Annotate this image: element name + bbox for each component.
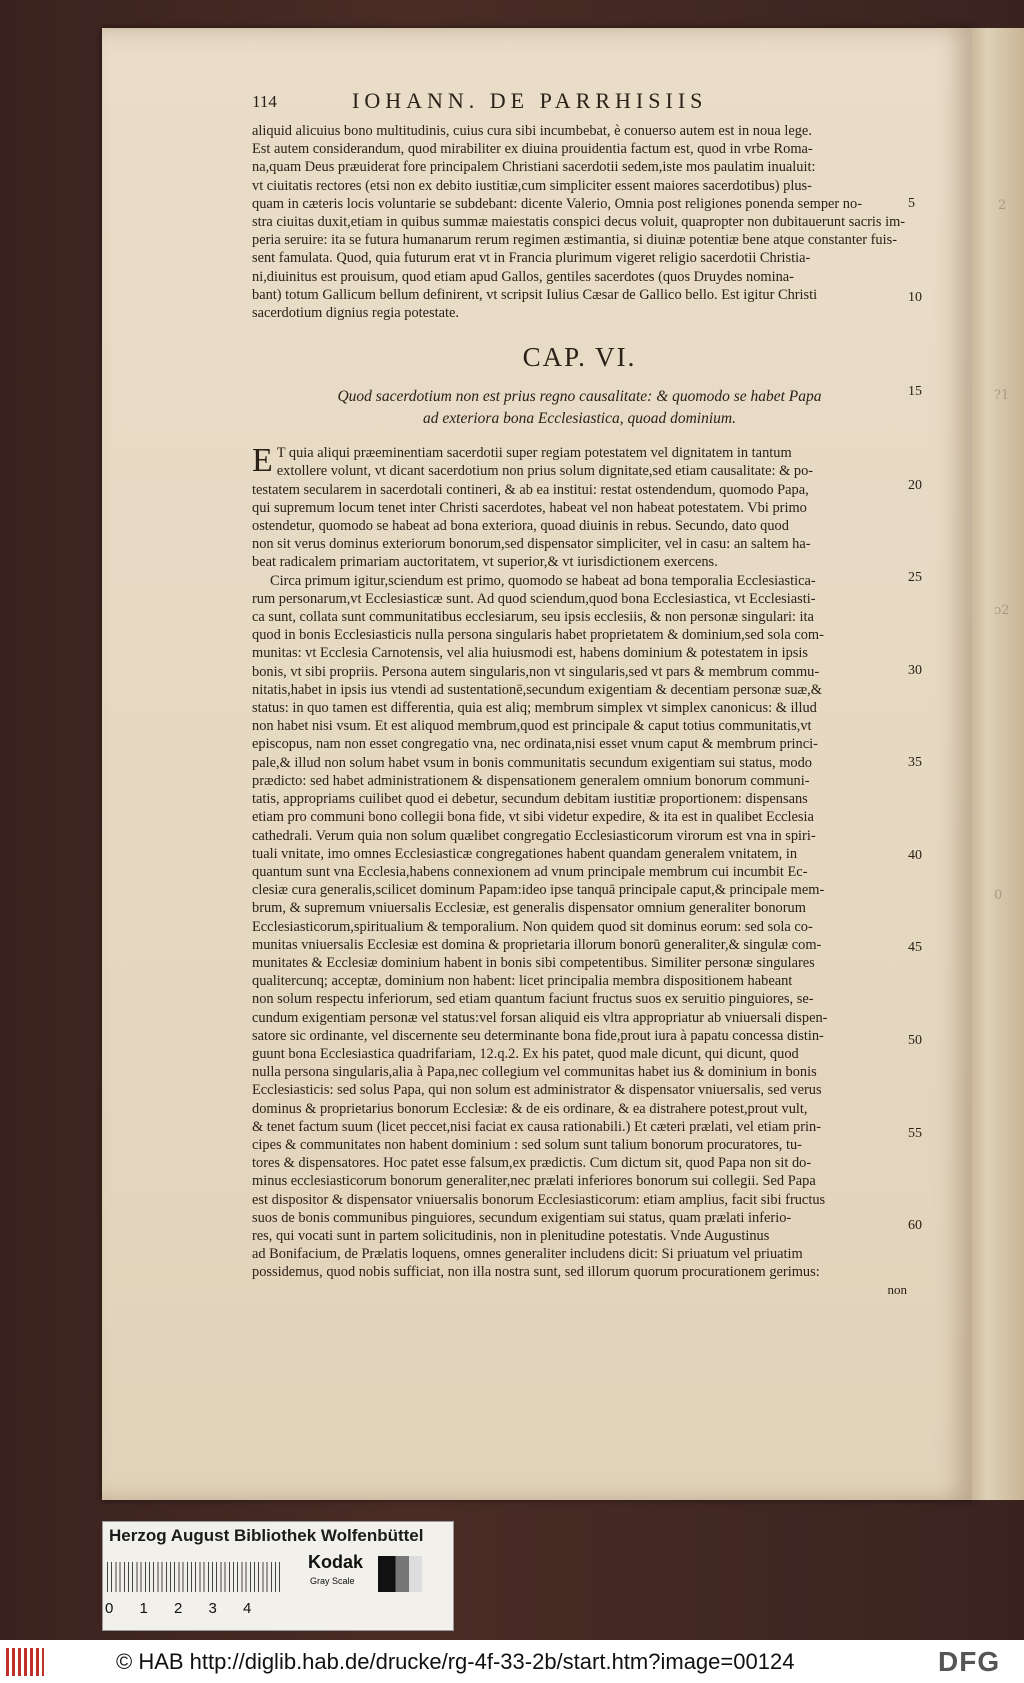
body-line: status: in quo tamen est differentia, quia est aliq; membrum simplex vt simplex canonicus: & illud <box>252 700 817 717</box>
top-paragraph <box>252 122 907 322</box>
text-line: bant) totum Gallicum bellum definirent, vt scripsit Iulius Cæsar de Gallico bello. Est igitur Christi <box>252 286 818 303</box>
library-color-card <box>102 1521 454 1631</box>
line-number: 25 <box>908 570 922 585</box>
body-line: non habet nisi vsum. Et est aliquod membrum,quod est principale & caput totius communitatis,vt <box>252 718 812 735</box>
line-number: 60 <box>908 1218 922 1233</box>
line-number: 5 <box>908 196 915 211</box>
body-line: tuali vnitate, imo omnes Ecclesiasticæ congregationes habent quandam generalem vnitatem, in <box>252 845 798 862</box>
body-line: cundum exigentiam personæ vel status:vel forsan aliquid eis vltra appropriatur ab vniuersali dispen- <box>252 1009 828 1026</box>
running-head-title: IOHANN. DE PARRHISIIS <box>352 88 708 113</box>
body-line: satore sic ordinante, vel discernente seu determinante bona fide,prout iura à papatu concessa distin- <box>252 1027 824 1044</box>
edge-mark: 2 <box>998 198 1007 213</box>
text-line: sent famulata. Quod, quia futurum erat vt in Francia plurimum vigeret religio sacerdotii Christia- <box>252 250 811 267</box>
body-line: munitas vniuersalis Ecclesiæ est domina & proprietaria illorum bonorū generaliter,& singulæ com- <box>252 936 822 953</box>
line-number: 30 <box>908 663 922 678</box>
edge-mark: ɔ2 <box>994 603 1010 618</box>
initial-letter: E <box>252 442 273 480</box>
text-line: peria seruire: ita se futura humanarum rerum regimen æstimantia, si diuinæ potentiæ bene atque constanter fuis- <box>252 232 897 249</box>
body-line: etiam pro communi bono collegii bona fide, vt sibi videtur expedire, & ita est in qualibet Ecclesia <box>252 809 814 826</box>
body-line: nitatis,habet in ipsis ius vtendi ad sustentationē,secundum exigentiam & decentiam personæ suæ,& <box>252 681 822 698</box>
body-line: non sit verus dominus exteriorum bonorum,sed dispensator simpliciter, vel in casu: an saltem ha- <box>252 536 811 553</box>
kodak-label: Kodak <box>308 1552 364 1572</box>
body-line: qualitercunq; acceptæ, dominium non habent: licet principalia membra dispositionem habeant <box>252 973 793 990</box>
body-line: tores & dispensatores. Hoc patet esse falsum,ex prædictis. Cum dictum sit, quod Papa non sit do- <box>252 1155 812 1172</box>
facing-page-edge <box>972 28 1024 1500</box>
body-line: T quia aliqui præeminentiam sacerdotii super regiam potestatem vel dignitatem in tantum <box>276 445 792 462</box>
body-line: bonis, vt sibi propriis. Persona autem singularis,non vt singularis,sed vt pars & membrum commu- <box>252 663 820 680</box>
line-number: 55 <box>908 1126 922 1141</box>
text-line: na,quam Deus præuiderat fore principalem Christiani sacerdotii sedem,iste mos paulatim inualuit: <box>252 159 816 176</box>
body-line: qui supremum locum tenet inter Christi sacerdotes, habeat vel non habeat potestatem. Vbi primo <box>252 499 807 516</box>
line-number: 15 <box>908 384 922 399</box>
body-line: clesiæ cura generalis,scilicet dominum Papam:ideo ipse tanquā principale caput,& principale mem- <box>252 882 825 899</box>
text-line: ni,diuinitus est prouisum, quod etiam apud Gallos, gentiles sacerdotes (quos Druydes nomina- <box>252 268 794 285</box>
body-paragraph <box>252 444 907 1281</box>
body-line: munitates & Ecclesiæ dominium habent in bonis sibi competentibus. Similiter personæ singulares <box>252 954 815 971</box>
body-line: pale,& illud non solum habet vsum in bonis communitatis secundum exigentiam sui status, modo <box>252 754 812 771</box>
text-line: Est autem considerandum, quod mirabiliter ex diuina prouidentia factum est, quod in vrbe Roma- <box>252 141 813 158</box>
body-line: Ecclesiasticorum,spiritualium & temporalium. Non quidem quod sit dominus eorum: sed sola co- <box>252 918 813 935</box>
line-number: 10 <box>908 290 922 305</box>
body-line: episcopus, nam non esset congregatio vna, nec ordinata,nisi esset vnum caput & membrum princi- <box>252 736 818 753</box>
gray-patch <box>378 1556 422 1592</box>
edge-mark: ?1 <box>994 388 1010 403</box>
body-line: testatem secularem in sacerdotali contineri, & ab ea institui: restat ostendendum, quomodo Papa, <box>252 481 809 498</box>
ruler-numbers: 0 1 2 3 4 <box>105 1600 252 1617</box>
text-line: vt ciuitatis rectores (etsi non ex debito iustitiæ,cum simpliciter essent maiores sacerdotibus) plus- <box>252 177 812 194</box>
body-line: suos de bonis communibus pinguiores, secundum exigentiam sui status, quam prælati inferio- <box>252 1209 792 1226</box>
body-line: ca sunt, collata sunt communitatibus ecclesiarum, seu ipsis ecclesiis, & non personæ singulari: ita <box>252 609 814 626</box>
body-line: munitas: vt Ecclesia Carnotensis, vel alia huiusmodi est, habens dominium & potestatem in ipsis <box>252 645 808 662</box>
edge-mark: 0 <box>994 888 1003 903</box>
text-line: stra ciuitas duxit,etiam in quibus summæ maiestatis conspici decus voluit, quapropter non dubitauerunt sacris im- <box>252 214 906 231</box>
line-number: 40 <box>908 848 922 863</box>
body-line: rum personarum,vt Ecclesiasticæ sunt. Ad quod sciendum,quod bona Ecclesiastica, vt Ecclesiasti- <box>252 590 816 607</box>
line-number: 35 <box>908 755 922 770</box>
running-head <box>252 86 907 122</box>
library-name: Herzog August Bibliothek Wolfenbüttel <box>109 1526 424 1545</box>
body-line: cathedrali. Verum quia non solum quælibet congregatio Ecclesiasticorum virorum est vna in spiri- <box>252 827 816 844</box>
line-number: 20 <box>908 478 922 493</box>
body-line: beat radicalem primariam auctoritatem, vt superior,& vt iurisdictionem exercens. <box>252 554 718 571</box>
gray-scale-label: Gray Scale <box>310 1576 355 1586</box>
body-line: est dispositor & dispensator vniuersalis bonorum Ecclesiasticorum: etiam amplius, facit sibi fructus <box>252 1191 826 1208</box>
body-line: ostendetur, quomodo se habeat ad bona exteriora, quoad diuinis in rebus. Secundo, dato quod <box>252 518 789 535</box>
body-line: & tenet factum suum (licet peccet,nisi faciat ex causa rationabili.) Et cæteri prælati, vel etiam prin- <box>252 1118 822 1135</box>
body-line: nulla persona singularis,alia à Papa,nec collegium vel communitas habet ius & dominium in bonis <box>252 1064 817 1081</box>
body-line: guunt bona Ecclesiastica quadrifariam, 12.q.2. Ex his patet, quod male dicunt, qui dicunt, quod <box>252 1045 799 1062</box>
catchword: non <box>887 1281 907 1297</box>
text-line: sacerdotium dignius regia potestate. <box>252 305 460 322</box>
hab-logo-icon <box>6 1648 44 1676</box>
line-number: 50 <box>908 1033 922 1048</box>
body-line: res, qui vocati sunt in partem solicitudinis, non in plenitudine potestatis. Vnde Augustinus <box>252 1227 770 1244</box>
body-line: Circa primum igitur,sciendum est primo, quomodo se habeat ad bona temporalia Ecclesiastica- <box>270 572 816 589</box>
body-line: brum, & supremum vniuersalis Ecclesiæ, est generalis dispensator omnium generaliter bonorum <box>252 900 806 917</box>
body-line: minus ecclesiasticorum bonorum generaliter,nec prælati inferiores bonorum sui collegii. Sed Papa <box>252 1173 816 1190</box>
subtitle-line: Quod sacerdotium non est prius regno causalitate: & quomodo se habet Papa <box>337 388 822 406</box>
ruler-scale <box>107 1562 282 1592</box>
line-number: 45 <box>908 940 922 955</box>
copyright-link[interactable]: © HAB http://diglib.hab.de/drucke/rg-4f-33-2b/start.htm?image=00124 <box>116 1649 795 1674</box>
body-line: quod in bonis Ecclesiasticis nulla persona singularis habet proprietatem & dominium,sed sola com- <box>252 627 824 644</box>
chapter-heading: CAP. VI. <box>522 342 637 373</box>
body-line: extollere volunt, vt dicant sacerdotium non prius solum dignitate,sed etiam causalitate: & po- <box>276 463 814 480</box>
dfg-logo: DFG <box>938 1646 1001 1677</box>
body-line: ad Bonifacium, de Prælatis loquens, omnes generaliter includens dicit: Si priuatum vel priuatim <box>252 1246 803 1263</box>
body-line: prædicto: sed habet administrationem & dispensationem generalem omnium bonorum communi- <box>252 772 810 789</box>
subtitle-line: ad exteriora bona Ecclesiastica, quoad dominium. <box>423 410 736 428</box>
body-line: quantum sunt vna Ecclesia,habens connexionem ad vnum principale membrum cui incumbit Ec- <box>252 863 808 880</box>
body-line: possidemus, quod nobis sufficiat, non illa nostra sunt, sed illorum quorum procurationem gerimus: <box>252 1264 820 1281</box>
chapter-subtitle <box>252 386 907 430</box>
page-text <box>252 86 907 1298</box>
folio-number: 114 <box>252 92 277 111</box>
text-line: aliquid alicuius bono multitudinis, cuius cura sibi incumbebat, è conuerso autem est in noua lege. <box>252 123 812 139</box>
body-line: dominus & proprietarius bonorum Ecclesiæ: & de eis ordinare, & ea distrahere potest,prout vult, <box>252 1100 808 1117</box>
body-line: tatis, appropriams cuilibet quod ei debetur, secundum debitam iustitiæ proportionem: dispensans <box>252 791 808 808</box>
body-line: cipes & communitates non habent dominium : sed solum sunt talium bonorum procuratores, tu- <box>252 1136 802 1153</box>
body-line: non solum respectu inferiorum, sed etiam quantum faciunt fructus suos ex seruitio pinguiores, se- <box>252 991 814 1008</box>
body-line: Ecclesiasticis: sed solus Papa, qui non solum est administrator & dispensator vniuersalis, sed verus <box>252 1082 822 1099</box>
footer-bar <box>0 1640 1024 1683</box>
text-line: quam in cæteris locis voluntarie se subdebant: dicente Valerio, Omnia post religiones ponenda semper no- <box>252 195 862 212</box>
